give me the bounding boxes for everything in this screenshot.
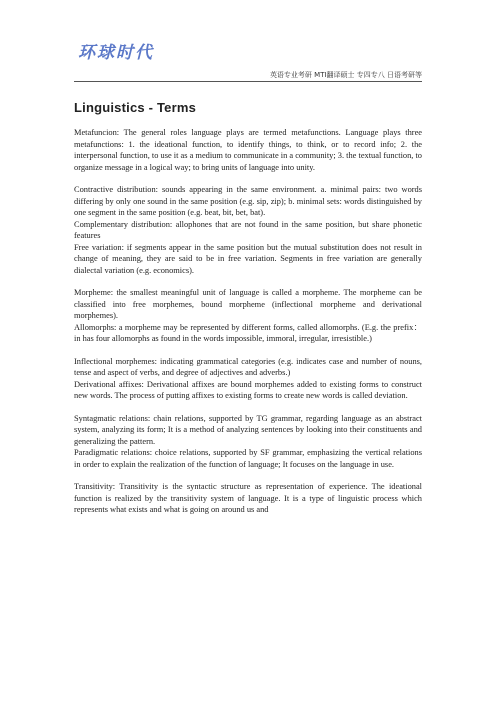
document-body [74,100,422,516]
paragraph-metafunction: Metafuncion: The general roles language plays are termed metafunctions. Language plays three metafunctions: 1. the ideational function, to identify things, to think, or to record info; 2. the interpersonal function, to use it as a medium to communicate in a community; 3. the textual function, to organize message in a logical way; to bring units of language into unity. [74,128,422,172]
paragraph-derivational-affixes: Derivational affixes: Derivational affixes are bound morphemes added to existing forms to construct new words. The process of putting affixes to existing forms to create new words is called deviation. [74,379,422,400]
paragraph-inflectional-morphemes: Inflectional morphemes: indicating grammatical categories (e.g. indicates case and number of nouns, tense and aspect of verbs, and degree of adjectives and adverbs.) [74,356,422,377]
header-divider [74,81,422,82]
paragraph-morpheme: Morpheme: the smallest meaningful unit of language is called a morpheme. The morpheme can be classified into free morphemes, bound morpheme (inflectional morpheme and derivational morphemes). [74,288,422,320]
paragraph-allomorphs: Allomorphs: a morpheme may be represented by different forms, called allomorphs. (E.g. the prefix：in has four allomorphs as found in the words impossible, immoral, irregular, irresistible.) [74,322,422,343]
paragraph-syntagmatic-relations: Syntagmatic relations: chain relations, supported by TG grammar, regarding language as an abstract system, analyzing its form; It is a method of analyzing sentences by looking into their constituents and generalizing the pattern. [74,413,422,446]
paragraph-contractive-distribution: Contractive distribution: sounds appearing in the same environment. a. minimal pairs: two words differing by only one sound in the same position (e.g. sip, zip); b. minimal sets: words distinguished by one segment in the same position (e.g. beat, bit, bet, bat). [74,185,422,217]
header-links: 英语专业考研 MTI翻译硕士 专四专八 日语考研等 [269,71,422,79]
paragraph-complementary-distribution: Complementary distribution: allophones that are not found in the same position, but share phonetic features [74,219,422,240]
paragraph-free-variation: Free variation: if segments appear in the same position but the mutual substitution does not result in change of meaning, they are said to be in free variation. Segments in free variation are generally dialectal variation (e.g. economics). [74,242,422,275]
paragraph-paradigmatic-relations: Paradigmatic relations: choice relations, supported by SF grammar, emphasizing the vertical relations in order to explain the realization of the function of language; It focuses on the language in use. [74,448,422,469]
brand-logo: 环球时代 [78,43,154,63]
paragraph-transitivity: Transitivity: Transitivity is the syntactic structure as representation of experience. The ideational function is realized by the transitivity system of language. It is a type of linguistic process which represents what exists and what is going on around us and [74,482,422,514]
page-title: Linguistics - Terms [74,100,197,115]
